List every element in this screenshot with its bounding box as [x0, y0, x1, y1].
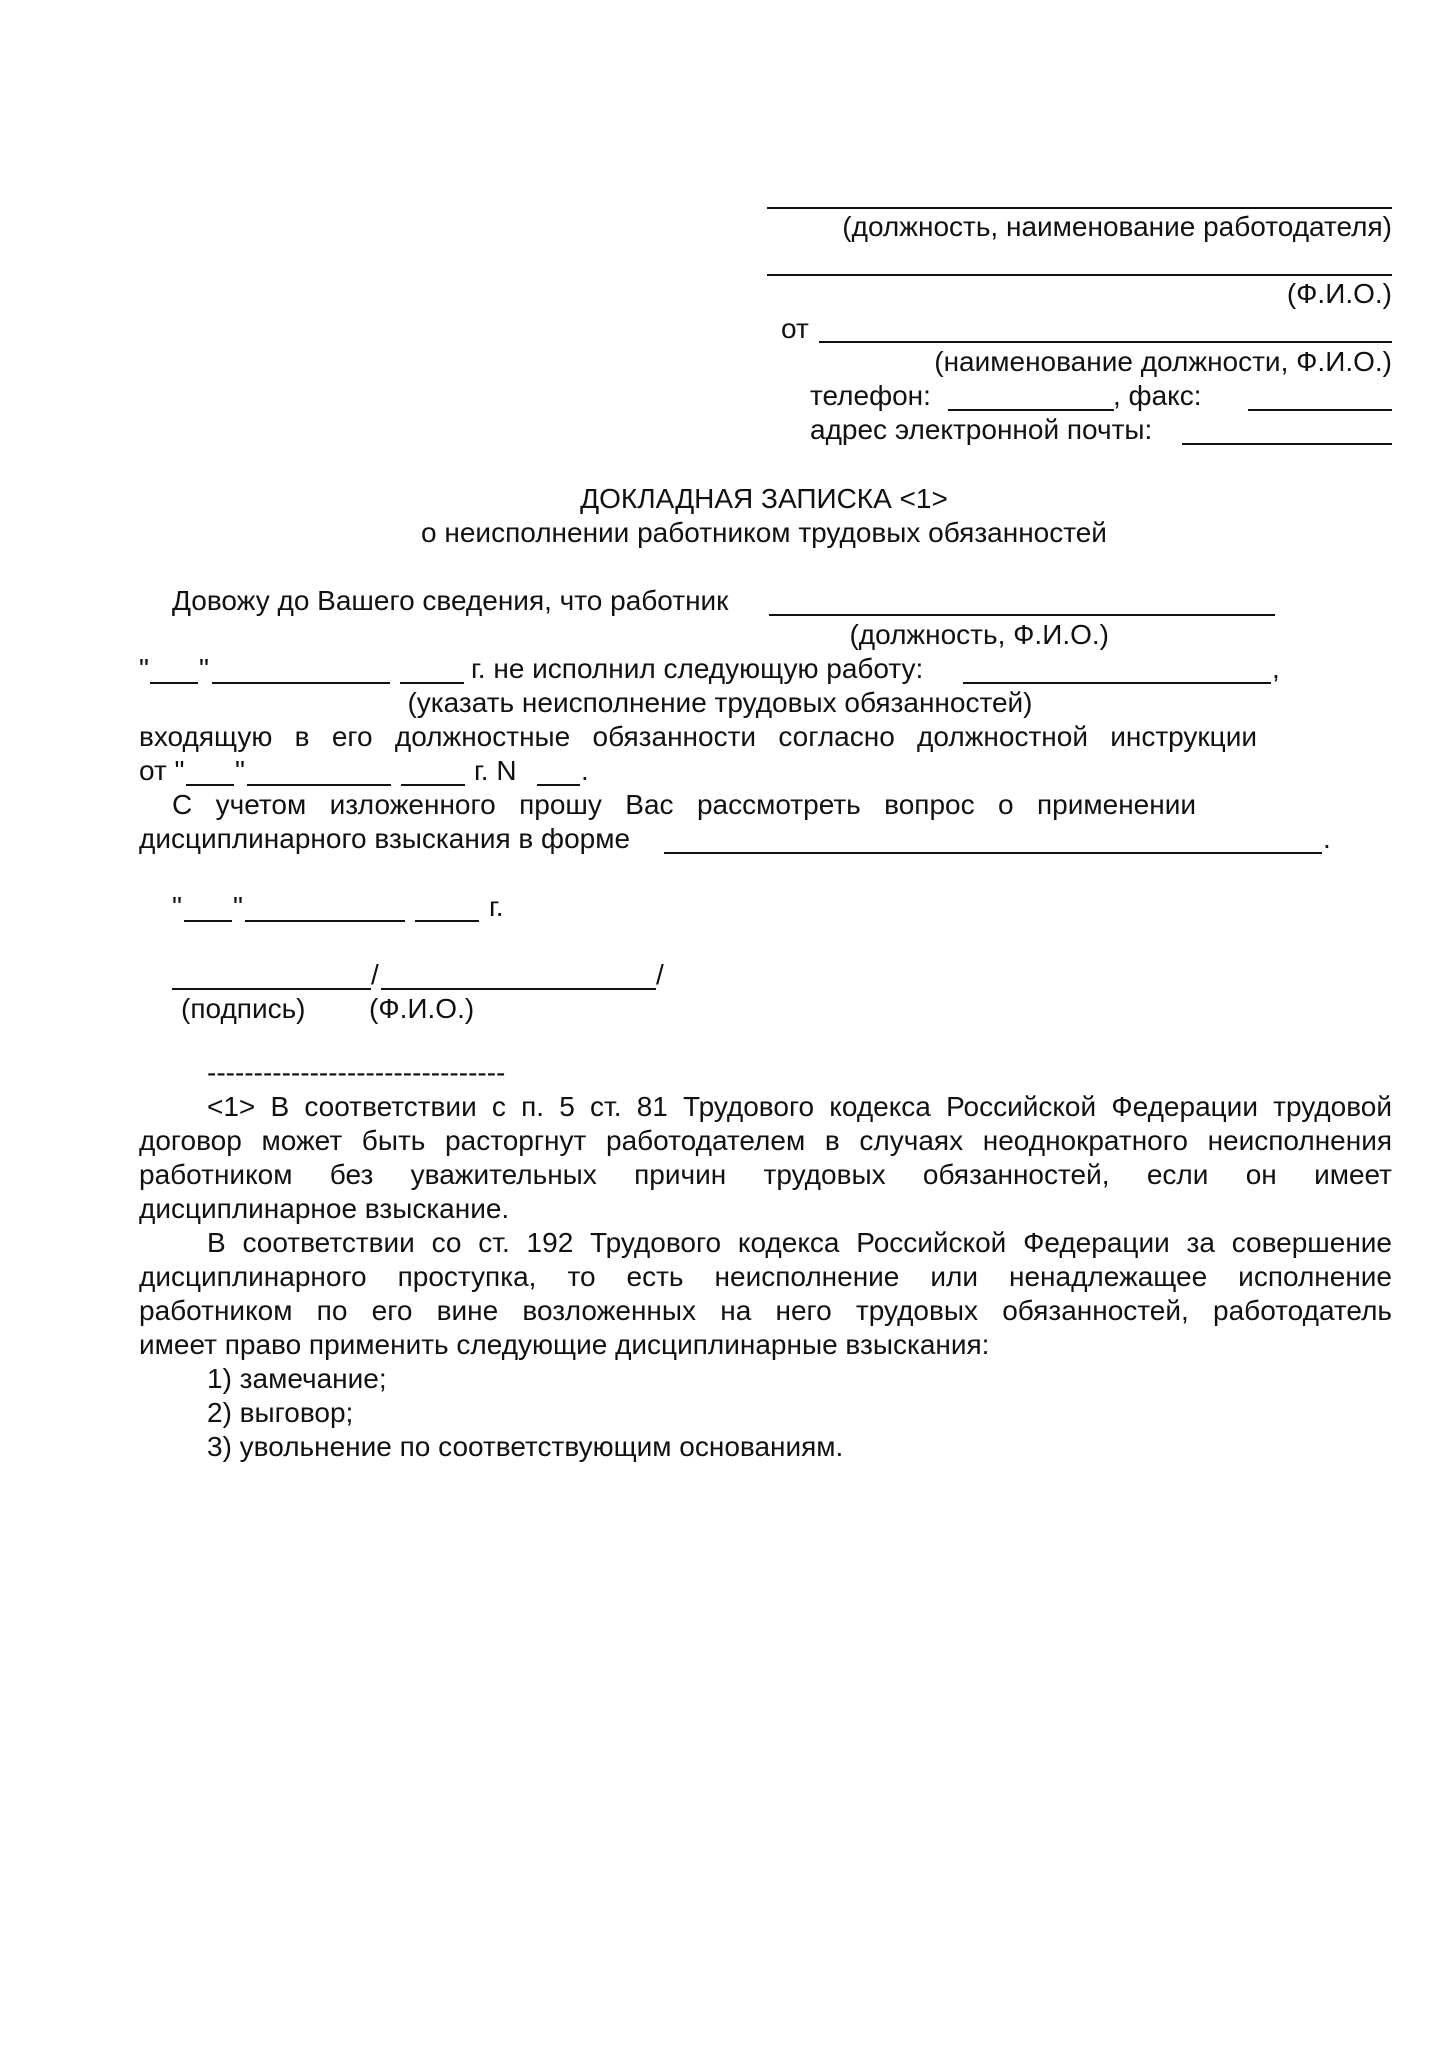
from-blank[interactable]	[819, 341, 1392, 343]
work-blank[interactable]	[963, 682, 1271, 684]
from-hint: (наименование должности, Ф.И.О.)	[934, 346, 1392, 377]
from-label: от	[781, 313, 809, 344]
employer-fio-hint: (Ф.И.О.)	[1286, 278, 1392, 309]
instr-year-n: г. N	[474, 755, 517, 786]
employer-blank[interactable]	[767, 207, 1392, 209]
footnote-p1-line-4: дисциплинарное взыскание.	[139, 1193, 510, 1224]
list-item: 2) выговор;	[207, 1397, 354, 1428]
comma: ,	[1272, 653, 1280, 684]
list-item: 1) замечание;	[207, 1363, 387, 1394]
date-day-blank[interactable]	[150, 682, 198, 684]
footnote-p2-line-4: имеет право применить следующие дисциплинарные взыскания:	[139, 1329, 990, 1360]
signature-slash-1: /	[371, 959, 379, 990]
employee-hint: (должность, Ф.И.О.)	[849, 619, 1109, 650]
date-quote-open: "	[139, 653, 149, 684]
fax-blank[interactable]	[1248, 409, 1392, 411]
document-subtitle: о неисполнении работником трудовых обязанностей	[421, 517, 1107, 548]
footnote-p1-line-2: договор может быть расторгнут работодателем в случаях неоднократного неисполнения	[139, 1125, 1392, 1156]
not-done-text: г. не исполнил следующую работу:	[471, 653, 924, 684]
instr-day-blank[interactable]	[186, 784, 234, 786]
list-item: 3) увольнение по соответствующим основаниям.	[207, 1431, 844, 1462]
signature-hint: (подпись)	[181, 993, 306, 1024]
footnote-p1-line-3: работником без уважительных причин трудовых обязанностей, если он имеет	[139, 1159, 1392, 1190]
instr-number-blank[interactable]	[537, 784, 580, 786]
sign-month-blank[interactable]	[245, 920, 405, 922]
request-period: .	[1323, 823, 1331, 854]
instruction-from: от "	[139, 755, 185, 786]
instr-period: .	[581, 755, 589, 786]
sign-quote-close: "	[233, 891, 243, 922]
phone-blank[interactable]	[948, 409, 1114, 411]
signature-fio-hint: (Ф.И.О.)	[369, 993, 475, 1024]
date-month-blank[interactable]	[212, 682, 390, 684]
email-label: адрес электронной почты:	[810, 414, 1153, 445]
request-line-2: дисциплинарного взыскания в форме	[139, 823, 631, 854]
phone-label: телефон:	[810, 380, 931, 411]
footnote-separator: --------------------------------	[207, 1057, 506, 1088]
nonperformance-hint: (указать неисполнение трудовых обязанностей)	[407, 687, 1033, 718]
document-title: ДОКЛАДНАЯ ЗАПИСКА <1>	[580, 483, 948, 514]
sign-quote-open: "	[172, 891, 182, 922]
intro-text: Довожу до Вашего сведения, что работник	[172, 585, 729, 616]
signature-slash-2: /	[656, 959, 664, 990]
email-blank[interactable]	[1182, 443, 1392, 445]
date-quote-close: "	[199, 653, 209, 684]
employer-hint: (должность, наименование работодателя)	[842, 211, 1392, 242]
date-year-blank[interactable]	[400, 682, 464, 684]
footnote-p2-line-2: дисциплинарного проступка, то есть неисполнение или ненадлежащее исполнение	[139, 1261, 1392, 1292]
sign-year-blank[interactable]	[415, 920, 479, 922]
footnote-p2-line-1: В соответствии со ст. 192 Трудового кодекса Российской Федерации за совершение	[207, 1227, 1392, 1258]
employee-blank[interactable]	[769, 614, 1275, 616]
sign-year-suffix: г.	[489, 891, 504, 922]
signature-blank[interactable]	[172, 988, 371, 990]
instr-month-blank[interactable]	[247, 784, 391, 786]
footnote-p2-line-3: работником по его вине возложенных на него трудовых обязанностей, работодатель	[139, 1295, 1392, 1326]
request-line-1: С учетом изложенного прошу Вас рассмотреть вопрос о применении	[172, 789, 1196, 820]
penalty-form-blank[interactable]	[664, 852, 1322, 854]
fax-label: , факс:	[1113, 380, 1202, 411]
signature-fio-blank[interactable]	[381, 988, 656, 990]
sign-day-blank[interactable]	[184, 920, 232, 922]
footnote-p1-line-1: <1> В соответствии с п. 5 ст. 81 Трудового кодекса Российской Федерации трудовой	[207, 1091, 1392, 1122]
employer-fio-blank[interactable]	[767, 274, 1392, 276]
instr-year-blank[interactable]	[401, 784, 465, 786]
instr-quote-close: "	[235, 755, 245, 786]
duties-line: входящую в его должностные обязанности согласно должностной инструкции	[139, 721, 1257, 752]
